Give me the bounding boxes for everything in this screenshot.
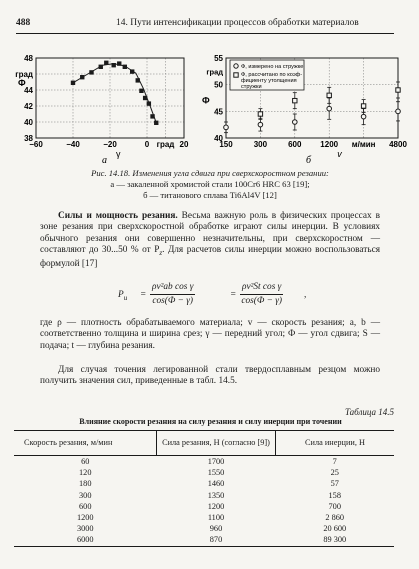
table-row	[14, 512, 394, 523]
table-cell-cutting-force: 870	[157, 534, 276, 546]
table-row	[14, 534, 394, 546]
chart-a-point	[104, 61, 108, 65]
inertia-force-formula	[118, 281, 368, 311]
chart-a-point	[143, 96, 147, 100]
chart-a-xlabel: γ	[116, 149, 121, 159]
chart-a-ytick-label: 44	[24, 86, 33, 95]
chart-a-ytick-label: 48	[24, 54, 33, 63]
formula-equals-1: =	[140, 290, 147, 300]
chart-b-xtick-label: 300	[253, 140, 268, 149]
chart-panel-a	[14, 40, 194, 165]
speed-force-table	[14, 430, 394, 547]
table-cell-speed: 60	[81, 457, 90, 467]
chart-a-point	[123, 65, 127, 69]
table-header-inertia-force: Сила инерции, Н	[276, 431, 395, 456]
chart-b-ylabel: Ф	[202, 95, 210, 106]
header-rule	[16, 33, 394, 34]
chart-b-legend-square-marker	[234, 73, 238, 77]
chart-a-ytick-label: 40	[24, 118, 33, 127]
chart-b-ytick-unit: град	[206, 67, 223, 77]
chart-a-point	[139, 89, 143, 93]
table-row	[14, 501, 394, 512]
table-cell-cutting-force: 1200	[207, 501, 225, 511]
chart-a-point	[130, 69, 134, 73]
table-cell-inertia-force: 57	[330, 479, 339, 489]
table-cell-inertia-force: 20 600	[323, 524, 347, 534]
chart-b-legend-label-square: Ф, рассчитано по коэф-	[241, 72, 303, 78]
table-row	[14, 467, 394, 478]
chart-a-xtick-label: 0	[144, 140, 150, 149]
paragraph-tail: . Для расчетов силы инерции можно воспользоваться формулой [17]	[40, 245, 380, 270]
table-cell-speed: 300	[79, 490, 92, 500]
table-cell-speed: 1200	[76, 513, 94, 523]
paragraph-subscript: z	[159, 249, 163, 258]
running-header	[16, 16, 394, 32]
chart-b-legend-circle-marker	[234, 64, 238, 68]
chart-a-ytick-label: 42	[24, 102, 33, 111]
chart-a-ylabel: Ф	[18, 77, 26, 88]
paragraph-body: Весьма важную роль в физических процессах в зоне резания при сверхскоростной обработке играют силы инерции. В условиях обычного резания они совершенно незначительны, при сверхскоростном — составляют до 30...50 % от P	[40, 211, 380, 256]
chart-b-point-circle	[224, 125, 229, 130]
table-row	[14, 456, 394, 468]
table-cell-inertia-force: 7	[332, 457, 337, 467]
formula-comma: ,	[304, 290, 307, 300]
chart-b-point-square	[361, 104, 365, 108]
page-number: 488	[16, 18, 31, 28]
chart-b-point-square	[327, 93, 331, 97]
chart-a-point	[71, 81, 75, 85]
chart-b-ytick-label: 55	[214, 54, 223, 63]
table-cell-cutting-force: 1700	[207, 457, 225, 467]
chart-a-point	[136, 78, 140, 82]
chart-a-point	[112, 63, 116, 67]
table-cell-inertia-force: 2 860	[325, 513, 345, 523]
chart-a-point	[154, 121, 158, 125]
table-cell-cutting-force: 1100	[207, 513, 225, 523]
table-cell-inertia-force: 700	[328, 501, 341, 511]
caption-line-3: б — титанового сплава Ti6Al4V [12]	[143, 190, 277, 200]
chart-b-xlabel: v	[337, 149, 342, 159]
chart-b-point-circle	[327, 106, 332, 111]
paragraph-lead: Силы и мощность резания.	[58, 211, 178, 221]
table-cell-speed: 6000	[14, 534, 157, 546]
chart-b-point-circle	[293, 120, 298, 125]
table-header-row	[14, 431, 394, 456]
chart-a-ytick-label: град	[15, 70, 33, 79]
table-cell-inertia-force: 25	[330, 468, 339, 478]
table-header-cutting-force: Сила резания, Н (согласно [9])	[157, 431, 276, 456]
chart-panel-b	[200, 40, 410, 165]
table-cell-inertia-force: 158	[328, 490, 341, 500]
formula-equals-2: =	[230, 290, 237, 300]
chart-a-point	[117, 61, 121, 65]
table-title: Влияние скорости резания на силу резания и силу инерции при точении	[79, 417, 342, 426]
chart-b-point-circle	[361, 114, 366, 119]
chart-b-legend-label-square-line3: стружки	[241, 84, 262, 90]
formula-fraction-1: ρv²ab cos γ cos(Ф − γ)	[152, 282, 194, 306]
chart-a-ytick-label: 38	[24, 134, 33, 143]
table-cell-cutting-force: 960	[209, 524, 223, 534]
chart-b-ytick-label: 40	[214, 134, 223, 143]
chart-b-xtick-label: 1200	[320, 140, 339, 149]
paragraph-legend-of-symbols	[40, 318, 380, 352]
caption-line-2: а — закаленной хромистой стали 100Cr6 HRC 63 [19];	[110, 179, 310, 189]
chart-a-point	[89, 70, 93, 74]
figure-caption	[40, 168, 380, 201]
chart-a-xtick-label: −40	[66, 140, 80, 149]
chart-a-panel-label: а	[102, 155, 107, 165]
chart-a-xtick-label: −20	[103, 140, 117, 149]
table-cell-speed: 180	[79, 479, 92, 489]
chart-b-point-square	[293, 98, 297, 102]
chart-a-xtick-label: 20	[179, 140, 189, 149]
table-cell-speed: 120	[79, 468, 92, 478]
chart-a-xtick-label: град	[156, 140, 175, 149]
chart-a-point	[99, 65, 103, 69]
paragraph-forces	[40, 211, 380, 271]
chart-b-ytick-label: 45	[214, 107, 223, 117]
chart-b-panel-label: б	[306, 155, 312, 165]
table-cell-cutting-force: 1350	[207, 490, 225, 500]
chart-b-legend-label-circle: Ф, измерено на стружке	[241, 64, 304, 70]
table-row	[14, 478, 394, 489]
formula-lhs: $P_и$	[118, 290, 128, 302]
chart-b-xtick-label: 150	[219, 140, 233, 149]
chart-a-xtick-label: −60	[29, 140, 43, 149]
table-cell-cutting-force: 1550	[207, 468, 225, 478]
table-cell-inertia-force: 89 300	[276, 534, 395, 546]
table-cell-speed: 3000	[76, 524, 94, 534]
paragraph-symbols: где ρ — плотность обрабатываемого материала; v — скорость резания; a, b — соответственно толщина и ширина срез; γ — передний угол; Ф — угол сдвига; S — подача; t — глубина резания.	[40, 318, 380, 351]
chart-b-point-circle	[396, 109, 401, 114]
table-cell-cutting-force: 1460	[207, 479, 225, 489]
paragraph-table-intro	[40, 365, 380, 388]
chart-a-point	[80, 75, 84, 79]
caption-line-1: Рис. 14.18. Изменения угла сдвига при сверхскоростном резании:	[91, 168, 329, 178]
chart-a-point	[147, 101, 151, 105]
paragraph-table-reference: Для случая точения легированной стали твердосплавным резцом можно получить значения сил, приведенные в табл. 14.5.	[40, 365, 380, 387]
table-cell-speed: 600	[79, 501, 92, 511]
chart-b-point-square	[396, 88, 400, 92]
chart-b-xtick-label: 4800	[389, 140, 407, 149]
running-title: 14. Пути интенсификации процессов обработки материалов	[116, 18, 359, 28]
chart-b-legend-label-square-line2: фициенту утолщения	[241, 78, 297, 84]
chart-b-legend	[230, 60, 304, 90]
table-row	[14, 490, 394, 501]
chart-a-trend-curve	[73, 64, 156, 123]
table-label: Таблица 14.5	[344, 407, 394, 417]
chart-b-point-circle	[258, 122, 263, 127]
chart-b-point-square	[258, 112, 262, 116]
chart-b-xtick-label: м/мин	[351, 140, 376, 149]
table-row	[14, 523, 394, 534]
chart-a-point	[150, 114, 154, 118]
table-header-speed: Скорость резания, м/мин	[14, 431, 157, 456]
formula-fraction-2: ρv²St cos γ cos(Ф − γ)	[241, 282, 282, 306]
chart-b-ytick-label: 50	[214, 80, 223, 90]
chart-b-xtick-label: 600	[288, 140, 302, 149]
